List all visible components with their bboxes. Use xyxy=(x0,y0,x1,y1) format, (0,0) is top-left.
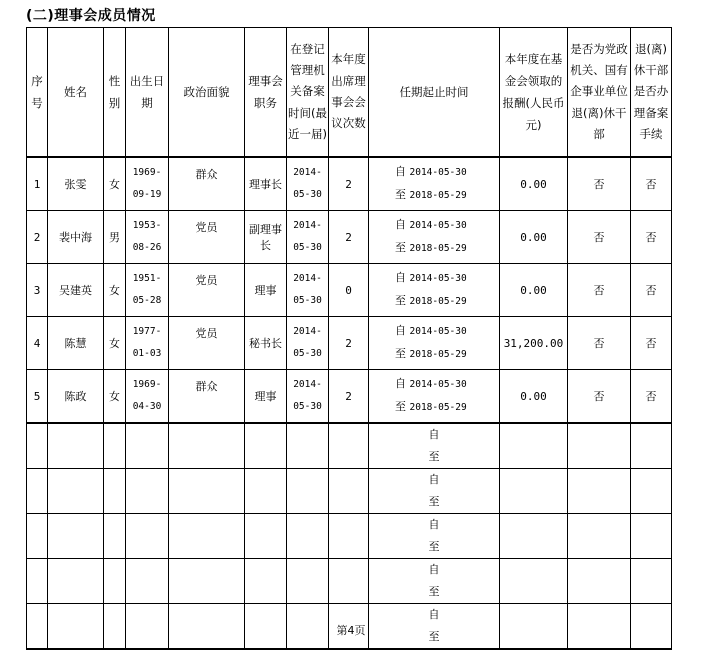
empty-cell xyxy=(169,469,245,514)
header-retired: 是否为党政机关、国有企事业单位退(离)休干部 xyxy=(568,28,631,158)
term-to-label: 至 xyxy=(428,540,440,553)
cell-term xyxy=(369,559,500,604)
header-political: 政治面貌 xyxy=(169,28,245,158)
empty-cell xyxy=(631,559,672,604)
cell-retired: 否 xyxy=(568,317,631,370)
term-to-line xyxy=(395,290,499,313)
empty-cell xyxy=(500,423,568,469)
term-from-date: 2014-05-30 xyxy=(409,326,467,337)
reg-year: 2014- xyxy=(293,379,322,390)
empty-cell xyxy=(48,469,104,514)
empty-cell xyxy=(104,423,126,469)
header-attendance: 本年度出席理事会会议次数 xyxy=(329,28,369,158)
cell-political: 党员 xyxy=(169,264,245,317)
header-birth: 出生日期 xyxy=(126,28,169,158)
cell-gender: 女 xyxy=(104,370,126,424)
board-members-table xyxy=(26,27,672,650)
empty-cell xyxy=(169,559,245,604)
empty-cell xyxy=(568,559,631,604)
table-header-row xyxy=(27,28,672,158)
cell-attendance: 0 xyxy=(329,264,369,317)
empty-cell xyxy=(245,514,287,559)
term-to-date: 2018-05-29 xyxy=(409,190,467,201)
table-row xyxy=(27,264,672,317)
cell-gender: 女 xyxy=(104,157,126,211)
empty-cell xyxy=(500,514,568,559)
term-from-label: 自 xyxy=(395,377,406,390)
cell-seq: 3 xyxy=(27,264,48,317)
cell-reg-date xyxy=(287,264,329,317)
cell-term xyxy=(369,157,500,211)
birth-year: 1953- xyxy=(132,220,162,231)
empty-cell xyxy=(126,469,169,514)
cell-seq: 4 xyxy=(27,317,48,370)
cell-attendance: 2 xyxy=(329,211,369,264)
cell-birth xyxy=(126,264,169,317)
empty-cell xyxy=(329,514,369,559)
birth-month-day: 08-26 xyxy=(132,242,162,253)
reg-month-day: 05-30 xyxy=(293,348,322,359)
empty-cell xyxy=(287,423,329,469)
birth-year: 1977- xyxy=(132,326,162,337)
reg-year: 2014- xyxy=(293,273,322,284)
cell-political: 党员 xyxy=(169,317,245,370)
empty-cell xyxy=(104,514,126,559)
table-row xyxy=(27,317,672,370)
cell-attendance: 2 xyxy=(329,157,369,211)
cell-birth xyxy=(126,370,169,424)
header-reg-date: 在登记管理机关备案时间(最近一届) xyxy=(287,28,329,158)
term-to-label: 至 xyxy=(395,241,406,254)
cell-birth xyxy=(126,211,169,264)
header-seq: 序号 xyxy=(27,28,48,158)
empty-cell xyxy=(48,514,104,559)
term-from-date: 2014-05-30 xyxy=(409,379,467,390)
cell-position: 副理事长 xyxy=(245,211,287,264)
header-pay: 本年度在基金会领取的报酬(人民币元) xyxy=(500,28,568,158)
header-gender: 性别 xyxy=(104,28,126,158)
term-from-label: 自 xyxy=(395,271,406,284)
term-from-line xyxy=(395,214,499,237)
term-from-date: 2014-05-30 xyxy=(409,273,467,284)
term-to-label: 至 xyxy=(395,347,406,360)
cell-filing: 否 xyxy=(631,317,672,370)
empty-cell xyxy=(329,559,369,604)
header-name: 姓名 xyxy=(48,28,104,158)
birth-month-day: 04-30 xyxy=(132,401,162,412)
reg-month-day: 05-30 xyxy=(293,242,322,253)
cell-birth xyxy=(126,157,169,211)
empty-cell xyxy=(329,423,369,469)
empty-cell xyxy=(329,469,369,514)
cell-reg-date xyxy=(287,211,329,264)
empty-cell xyxy=(631,514,672,559)
term-from-line xyxy=(395,373,499,396)
empty-cell xyxy=(27,469,48,514)
term-to-label: 至 xyxy=(395,294,406,307)
cell-attendance: 2 xyxy=(329,317,369,370)
cell-seq: 2 xyxy=(27,211,48,264)
reg-year: 2014- xyxy=(293,167,322,178)
reg-month-day: 05-30 xyxy=(293,401,322,412)
empty-cell xyxy=(245,469,287,514)
cell-gender: 女 xyxy=(104,317,126,370)
cell-retired: 否 xyxy=(568,157,631,211)
term-from-line xyxy=(395,267,499,290)
section-title: (二)理事会成员情况 xyxy=(26,8,156,24)
term-to-line xyxy=(395,184,499,207)
empty-cell xyxy=(287,559,329,604)
birth-month-day: 09-19 xyxy=(132,189,162,200)
table-row xyxy=(27,211,672,264)
cell-pay: 0.00 xyxy=(500,370,568,424)
cell-attendance: 2 xyxy=(329,370,369,424)
empty-cell xyxy=(104,559,126,604)
term-to-date: 2018-05-29 xyxy=(409,402,467,413)
empty-table-row xyxy=(27,469,672,514)
cell-filing: 否 xyxy=(631,370,672,424)
cell-pay: 0.00 xyxy=(500,264,568,317)
term-to-label: 至 xyxy=(428,585,440,598)
birth-year: 1969- xyxy=(132,379,162,390)
cell-term xyxy=(369,317,500,370)
empty-cell xyxy=(27,423,48,469)
birth-year: 1951- xyxy=(132,273,162,284)
empty-cell xyxy=(631,423,672,469)
cell-name: 裴中海 xyxy=(48,211,104,264)
empty-cell xyxy=(287,469,329,514)
cell-name: 陈慧 xyxy=(48,317,104,370)
empty-cell xyxy=(245,559,287,604)
birth-month-day: 05-28 xyxy=(132,295,162,306)
cell-filing: 否 xyxy=(631,264,672,317)
cell-reg-date xyxy=(287,157,329,211)
empty-table-row xyxy=(27,423,672,469)
table-row xyxy=(27,157,672,211)
empty-cell xyxy=(126,514,169,559)
cell-position: 理事长 xyxy=(245,157,287,211)
cell-gender: 男 xyxy=(104,211,126,264)
table-row xyxy=(27,370,672,424)
empty-cell xyxy=(500,559,568,604)
reg-month-day: 05-30 xyxy=(293,189,322,200)
empty-cell xyxy=(245,423,287,469)
term-to-label: 至 xyxy=(428,630,440,643)
cell-pay: 0.00 xyxy=(500,157,568,211)
term-to-line xyxy=(395,343,499,366)
empty-cell xyxy=(126,423,169,469)
term-to-label: 至 xyxy=(395,188,406,201)
cell-term xyxy=(369,264,500,317)
empty-cell xyxy=(568,514,631,559)
header-term: 任期起止时间 xyxy=(369,28,500,158)
cell-reg-date xyxy=(287,370,329,424)
empty-table-row xyxy=(27,559,672,604)
term-to-date: 2018-05-29 xyxy=(409,296,467,307)
term-to-label: 至 xyxy=(428,495,440,508)
header-position: 理事会职务 xyxy=(245,28,287,158)
cell-term xyxy=(369,469,500,514)
cell-retired: 否 xyxy=(568,211,631,264)
empty-cell xyxy=(169,423,245,469)
term-from-label: 自 xyxy=(428,518,440,531)
empty-cell xyxy=(631,469,672,514)
cell-name: 吴建英 xyxy=(48,264,104,317)
cell-pay: 31,200.00 xyxy=(500,317,568,370)
term-to-date: 2018-05-29 xyxy=(409,243,467,254)
cell-term xyxy=(369,211,500,264)
term-from-label: 自 xyxy=(395,218,406,231)
term-from-label: 自 xyxy=(428,608,440,621)
cell-political: 群众 xyxy=(169,370,245,424)
reg-year: 2014- xyxy=(293,220,322,231)
cell-name: 张雯 xyxy=(48,157,104,211)
empty-cell xyxy=(287,514,329,559)
cell-term xyxy=(369,423,500,469)
empty-cell xyxy=(500,469,568,514)
cell-position: 理事 xyxy=(245,370,287,424)
reg-month-day: 05-30 xyxy=(293,295,322,306)
cell-pay: 0.00 xyxy=(500,211,568,264)
empty-cell xyxy=(568,423,631,469)
birth-month-day: 01-03 xyxy=(132,348,162,359)
empty-cell xyxy=(48,423,104,469)
cell-reg-date xyxy=(287,317,329,370)
cell-political: 群众 xyxy=(169,157,245,211)
term-to-line xyxy=(395,237,499,260)
cell-gender: 女 xyxy=(104,264,126,317)
term-to-date: 2018-05-29 xyxy=(409,349,467,360)
term-from-line xyxy=(395,320,499,343)
cell-term xyxy=(369,514,500,559)
term-from-line xyxy=(395,161,499,184)
header-filing: 退(离)休干部是否办理备案手续 xyxy=(631,28,672,158)
cell-seq: 1 xyxy=(27,157,48,211)
cell-retired: 否 xyxy=(568,370,631,424)
term-from-label: 自 xyxy=(395,324,406,337)
cell-name: 陈政 xyxy=(48,370,104,424)
term-from-date: 2014-05-30 xyxy=(409,167,467,178)
cell-position: 秘书长 xyxy=(245,317,287,370)
cell-birth xyxy=(126,317,169,370)
term-from-label: 自 xyxy=(428,563,440,576)
cell-political: 党员 xyxy=(169,211,245,264)
empty-cell xyxy=(568,469,631,514)
term-from-date: 2014-05-30 xyxy=(409,220,467,231)
cell-filing: 否 xyxy=(631,157,672,211)
term-to-label: 至 xyxy=(395,400,406,413)
empty-table-row xyxy=(27,514,672,559)
cell-filing: 否 xyxy=(631,211,672,264)
term-from-label: 自 xyxy=(428,473,440,486)
cell-term xyxy=(369,370,500,424)
cell-position: 理事 xyxy=(245,264,287,317)
empty-cell xyxy=(126,559,169,604)
reg-year: 2014- xyxy=(293,326,322,337)
term-to-line xyxy=(395,396,499,419)
cell-retired: 否 xyxy=(568,264,631,317)
cell-seq: 5 xyxy=(27,370,48,424)
term-from-label: 自 xyxy=(428,428,440,441)
page-number: 第4页 xyxy=(336,624,366,637)
empty-cell xyxy=(104,469,126,514)
empty-cell xyxy=(27,514,48,559)
term-from-label: 自 xyxy=(395,165,406,178)
birth-year: 1969- xyxy=(132,167,162,178)
empty-cell xyxy=(169,514,245,559)
empty-cell xyxy=(48,559,104,604)
empty-cell xyxy=(27,559,48,604)
term-to-label: 至 xyxy=(428,450,440,463)
